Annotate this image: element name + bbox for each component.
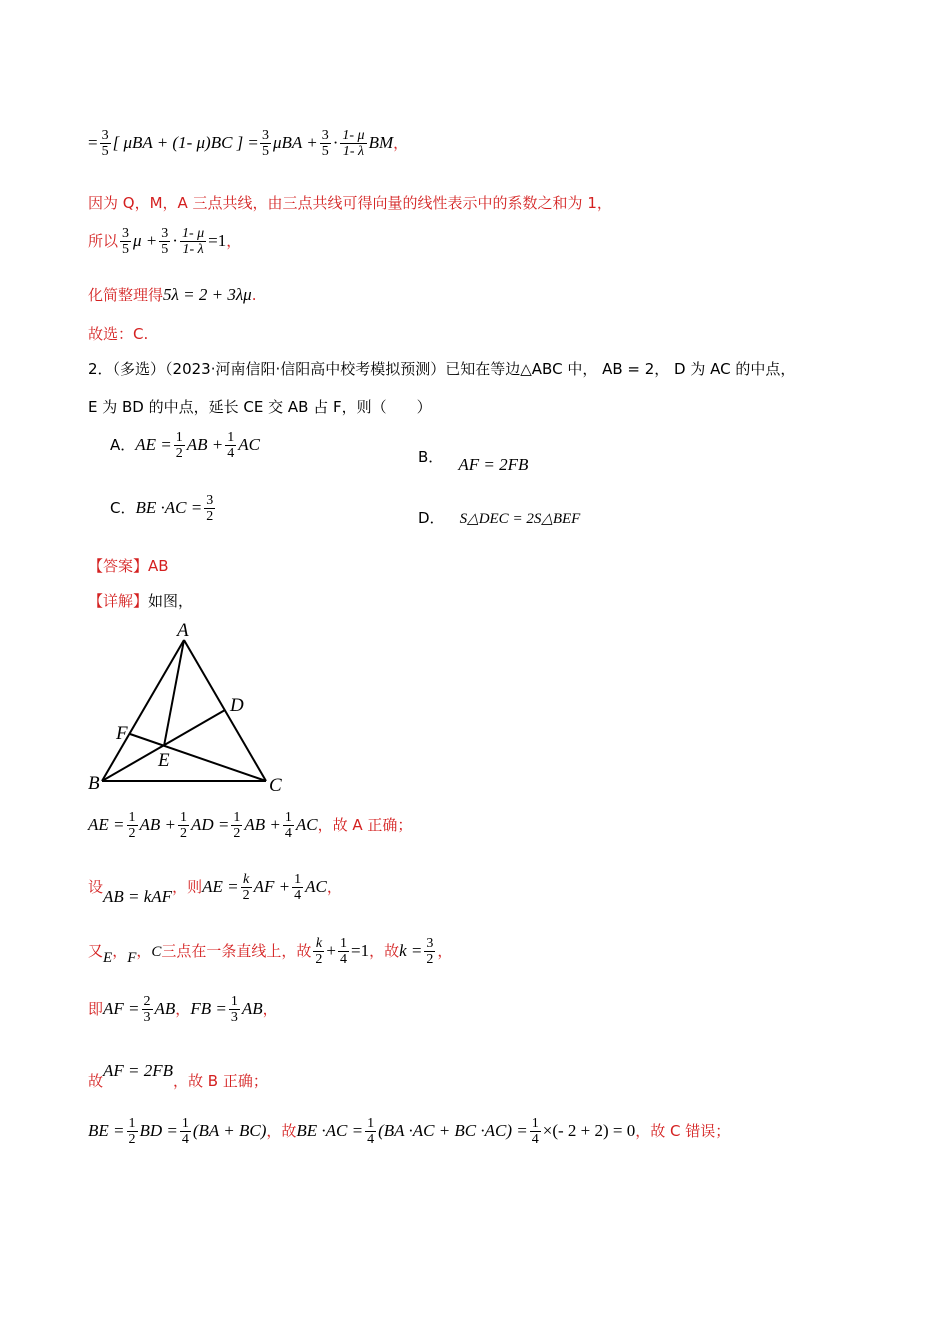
fraction: $\frac{3}{5}$: [161, 226, 169, 257]
option-d: D． S△DEC = 2S△BEF: [418, 509, 581, 527]
step-2: 设AB = kAF，则AE = $\frac{k}{2}$ AF + $\frac{1}{4}$ AC，: [88, 872, 342, 906]
collinear-statement: 因为 Q，M，A 三点共线，由三点共线可得向量的线性表示中的系数之和为 1，: [88, 194, 612, 212]
question-2-line-2: E 为 BD 的中点，延长 CE 交 AB 占 F，则（ ）: [88, 398, 432, 416]
fraction: $\frac{1}{4}$: [284, 810, 292, 841]
fraction: $\frac{1}{4}$: [227, 430, 235, 461]
segment-cf: [130, 734, 266, 781]
fraction: $\frac{1}{4}$: [340, 936, 348, 967]
option-c: C．BE ·AC = $\frac{3}{2}$: [110, 493, 214, 524]
fraction: $\frac{1}{4}$: [531, 1116, 539, 1147]
line-4: 化简整理得5λ = 2 + 3λμ.: [88, 285, 257, 304]
fraction: $\frac{1}{4}$: [367, 1116, 375, 1147]
fraction: $\frac{1}{2}$: [175, 430, 183, 461]
fraction: $\frac{3}{5}$: [122, 226, 130, 257]
fraction: $\frac{3}{5}$: [321, 128, 329, 159]
label-f: F: [116, 723, 128, 744]
fraction: $\frac{1}{4}$: [294, 872, 302, 903]
fraction: $\frac{2}{3}$: [143, 994, 151, 1025]
triangle-figure: [80, 615, 300, 800]
choice-result: 故选：C.: [88, 325, 149, 343]
label-c: C: [269, 775, 282, 796]
question-2-line-1: 2．（多选）（2023·河南信阳·信阳高中校考模拟预测）已知在等边△ABC 中， AB = 2， D 为 AC 的中点，: [88, 360, 796, 378]
fraction: $\frac{1}{2}$: [233, 810, 241, 841]
option-a: A．AE = $\frac{1}{2}$ AB + $\frac{1}{4}$ AC: [110, 430, 260, 461]
step-4: 即AF = $\frac{2}{3}$ AB，FB = $\frac{1}{3}$ AB，: [88, 994, 278, 1025]
fraction: $\frac{3}{2}$: [426, 936, 434, 967]
label-b: B: [88, 773, 100, 794]
fraction: $\frac{1}{3}$: [230, 994, 238, 1025]
step-3: 又E，F，C三点在一条直线上，故 $\frac{k}{2}$ + $\frac{1}{4}$ =1，故k = $\frac{3}{2}$ ，: [88, 936, 453, 967]
label-e: E: [158, 750, 170, 771]
line-1: = $\frac{3}{5}$ [ μBA + (1- μ)BC ] = $\frac{3}{5}$ μBA + $\frac{3}{5}$ · $\frac{1- \mu}{1- \lambda}$ BM，: [88, 128, 409, 159]
line-3: 所以 $\frac{3}{5}$ μ + $\frac{3}{5}$ · $\frac{1- \mu}{1- \lambda}$ =1，: [88, 226, 242, 257]
option-b: B． AF = 2FB: [418, 448, 529, 474]
label-a: A: [177, 620, 189, 641]
answer: 【答案】AB: [88, 557, 169, 575]
fraction: $\frac{3}{2}$: [206, 493, 214, 524]
fraction: $\frac{1}{4}$: [181, 1116, 189, 1147]
fraction: $\frac{k}{2}$: [315, 936, 323, 967]
fraction: $\frac{3}{5}$: [101, 128, 109, 159]
fraction: $\frac{1- \mu}{1- \lambda}$: [181, 226, 205, 257]
fraction: $\frac{k}{2}$: [242, 872, 250, 903]
label-d: D: [230, 695, 244, 716]
fraction: $\frac{1}{2}$: [180, 810, 187, 841]
fraction: $\frac{1}{2}$: [128, 810, 136, 841]
fraction: $\frac{3}{5}$: [261, 128, 269, 159]
detail: 【详解】如图，: [88, 592, 194, 610]
step-1: AE = $\frac{1}{2}$ AB + $\frac{1}{2}$ AD = $\frac{1}{2}$ AB + $\frac{1}{4}$ AC，故 A 正确；: [88, 810, 413, 841]
fraction: $\frac{1}{2}$: [128, 1116, 136, 1147]
step-5: 故AF = 2FB，故 B 正确；: [88, 1061, 268, 1090]
step-6: BE = $\frac{1}{2}$ BD = $\frac{1}{4}$ (BA + BC)，故BE ·AC = $\frac{1}{4}$ (BA ·AC + BC ·AC) = $\frac{1}{4}$ ×(- 2 + 2) = 0，故 C 错误；: [88, 1116, 731, 1147]
fraction: $\frac{1- \mu}{1- \lambda}$: [342, 128, 365, 159]
